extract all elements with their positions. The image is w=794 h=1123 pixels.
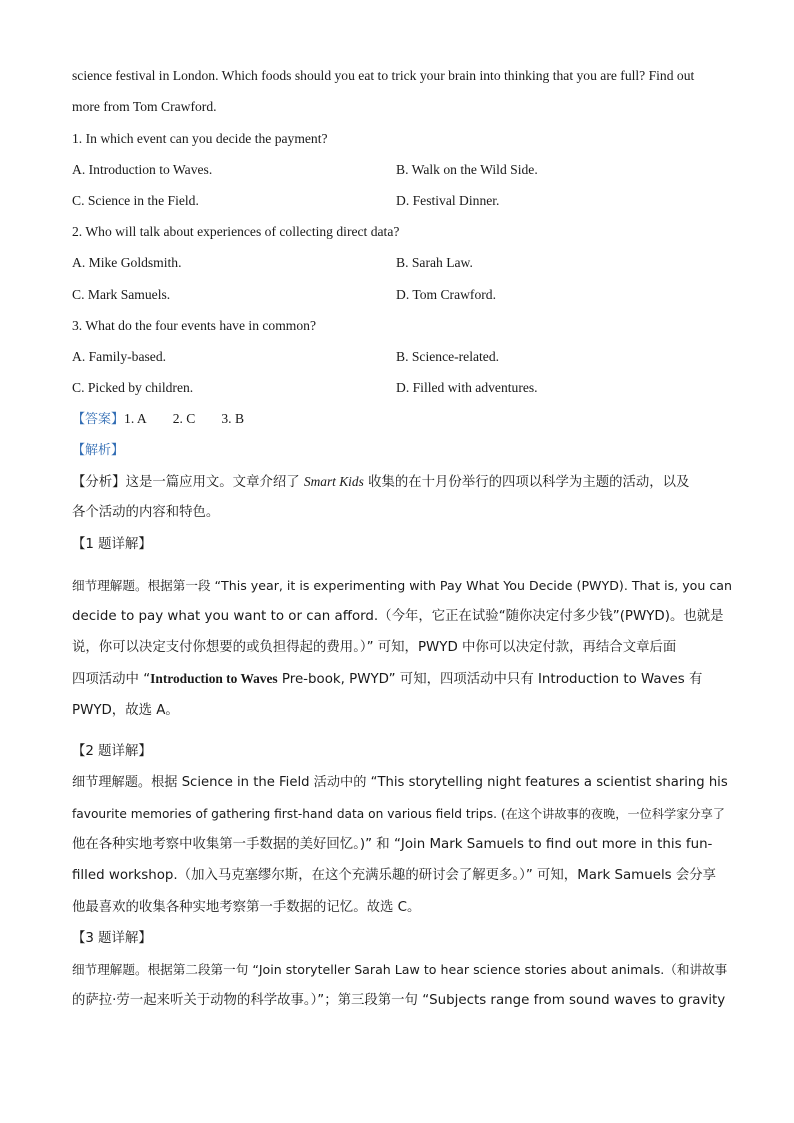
detail-1-line-2: decide to pay what you want to or can afford.（今年，它正在试验“随你决定付多少钱”(PWYD)。也就是	[72, 609, 724, 624]
detail-2-line-1: 细节理解题。根据 Science in the Field 活动中的 “This storytelling night features a scientist sharing his	[72, 775, 728, 790]
question-2-option-b: B. Sarah Law.	[396, 255, 473, 270]
question-2-option-d: D. Tom Crawford.	[396, 287, 496, 302]
question-2-stem: 2. Who will talk about experiences of collecting direct data?	[72, 224, 400, 239]
detail-1-line-4-pre: 四项活动中 “	[72, 672, 151, 687]
detail-2-line-5: 他最喜欢的收集各种实地考察第一手数据的记忆。故选 C。	[72, 900, 421, 915]
question-3-stem: 3. What do the four events have in common?	[72, 318, 316, 333]
question-3-option-b: B. Science-related.	[396, 349, 500, 364]
question-1-option-d: D. Festival Dinner.	[396, 193, 500, 208]
detail-2-line-3: 他在各种实地考察中收集第一手数据的美好回忆。)” 和 “Join Mark Samuels to find out more in this fun-	[72, 837, 713, 852]
summary-line-1-pre: 这是一篇应用文。文章介绍了	[125, 475, 304, 490]
detail-1-line-3: 说，你可以决定支付你想要的或负担得起的费用。）” 可知，PWYD 中你可以决定付款，再结合文章后面	[72, 640, 677, 655]
summary-label: 【分析】	[72, 475, 126, 490]
question-1-stem: 1. In which event can you decide the payment?	[72, 131, 328, 146]
detail-2-label: 【2 题详解】	[72, 744, 152, 759]
detail-2-line-2: favourite memories of gathering first-hand data on various field trips. (在这个讲故事的夜晚，一位科学家分享了	[72, 807, 725, 821]
answer-label: 【答案】	[72, 412, 125, 427]
answer-item-3: 3. B	[221, 411, 245, 426]
answer-item-1: 1. A	[124, 411, 147, 426]
detail-2-line-4: filled workshop.（加入马克塞缪尔斯，在这个充满乐趣的研讨会了解更多。）” 可知，Mark Samuels 会分享	[72, 868, 717, 883]
intro-line-1: science festival in London. Which foods should you eat to trick your brain into thinking that you are full? Find out	[72, 68, 695, 83]
detail-1-line-5: PWYD，故选 A。	[72, 703, 179, 718]
summary-line-1-italic: Smart Kids	[303, 474, 364, 489]
question-1-option-c: C. Science in the Field.	[72, 193, 199, 208]
intro-line-2: more from Tom Crawford.	[72, 99, 217, 114]
detail-3-label: 【3 题详解】	[72, 931, 152, 946]
detail-1-line-4	[72, 669, 702, 690]
question-2-option-c: C. Mark Samuels.	[72, 287, 171, 302]
question-3-option-a: A. Family-based.	[72, 349, 167, 364]
analysis-label: 【解析】	[72, 443, 125, 458]
summary-line-1	[72, 472, 689, 493]
question-3-option-c: C. Picked by children.	[72, 380, 194, 395]
detail-1-label: 【1 题详解】	[72, 537, 152, 552]
question-1-option-b: B. Walk on the Wild Side.	[396, 162, 538, 177]
detail-1-line-4-post: Pre-book, PWYD” 可知，四项活动中只有 Introduction to Waves 有	[277, 672, 703, 687]
question-2-option-a: A. Mike Goldsmith.	[72, 255, 182, 270]
detail-3-line-1: 细节理解题。根据第二段第一句 “Join storyteller Sarah Law to hear science stories about animals.（和讲故事	[72, 962, 728, 977]
detail-1-line-4-bold: Introduction to Waves	[150, 671, 278, 686]
detail-3-line-2: 的萨拉·劳一起来听关于动物的科学故事。）”；第三段第一句 “Subjects range from sound waves to gravity	[72, 993, 726, 1008]
summary-line-1-post: 收集的在十月份举行的四项以科学为主题的活动，以及	[363, 475, 690, 490]
answer-row	[72, 409, 270, 430]
question-1-option-a: A. Introduction to Waves.	[72, 162, 213, 177]
detail-1-line-1: 细节理解题。根据第一段 “This year, it is experimenting with Pay What You Decide (PWYD). That is, you can	[72, 578, 732, 593]
answer-item-2: 2. C	[172, 411, 196, 426]
summary-line-2: 各个活动的内容和特色。	[72, 505, 220, 520]
question-3-option-d: D. Filled with adventures.	[396, 380, 538, 395]
